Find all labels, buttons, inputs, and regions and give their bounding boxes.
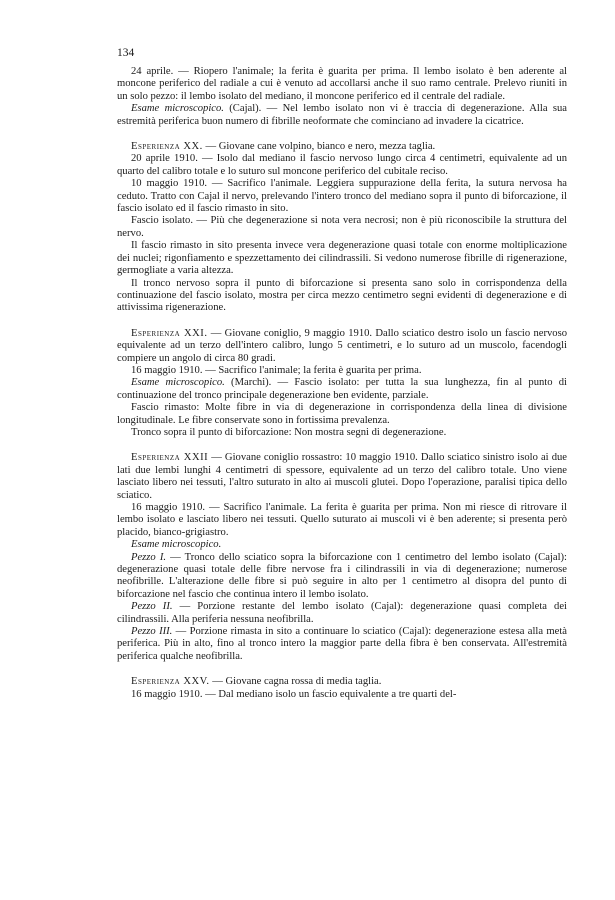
paragraph: [117, 103, 567, 128]
paragraph-text: Fascio isolato. — Più che degenerazione si nota vera necrosi; non è più riconoscibile la struttura del nervo.: [117, 215, 567, 239]
paragraph: [117, 402, 567, 427]
paragraph: [117, 66, 567, 103]
paragraph: [117, 328, 567, 365]
paragraph: [117, 552, 567, 602]
paragraph-text: — Giovane coniglio, 9 maggio 1910. Dallo sciatico destro isolo un fascio nervoso equivalente ad un terzo dell'intero calibro, lungo 5 centimetri, e lo suturo ad un muscolo, facendogli compiere un angolo di circa 80 gradi.: [117, 327, 567, 364]
experiment-heading: Esperienza XX.: [131, 141, 203, 153]
paragraph: [117, 278, 567, 315]
paragraph-text: (Cajal). — Nel lembo isolato non vi è traccia di degenerazione. Alla sua estremità periferica buon numero di fibrille neoformate che cominciano ad invadere la cicatrice.: [117, 103, 567, 127]
paragraph-text: 16 maggio 1910. — Sacrifico l'animale; la ferita è guarita per prima.: [131, 364, 422, 376]
experiment-heading: Esperienza XXV.: [131, 676, 210, 688]
paragraph: [117, 178, 567, 215]
paragraph: [117, 377, 567, 402]
body-text: [117, 66, 567, 701]
paragraph: [117, 215, 567, 240]
paragraph: [117, 601, 567, 626]
italic-text: Pezzo I.: [131, 551, 166, 563]
page-number: 134: [117, 47, 135, 59]
italic-text: Esame microscopico.: [131, 377, 225, 389]
paragraph: [117, 539, 567, 551]
paragraph: [117, 153, 567, 178]
italic-text: Esame microscopico.: [131, 103, 224, 115]
paragraph-text: Fascio rimasto: Molte fibre in via di degenerazione in corrispondenza della linea di divisione longitudinale. Le fibre conservate sono in fortissima prevalenza.: [117, 402, 567, 426]
paragraph: [117, 676, 567, 688]
experiment-heading: Esperienza XXII: [131, 452, 209, 464]
paragraph: [117, 502, 567, 539]
italic-text: Pezzo III.: [131, 626, 173, 638]
paragraph-text: Il fascio rimasto in sito presenta invece vera degenerazione quasi totale con enorme moltiplicazione dei nuclei; rigonfiamento e spezzettamento dei cilindrassili. Si vedono numerose fibrille di rigenerazione, germogliate a varia altezza.: [117, 240, 567, 277]
paragraph-text: — Giovane cagna rossa di media taglia.: [209, 676, 382, 688]
paragraph-text: — Porzione rimasta in sito a continuare lo sciatico (Cajal): degenerazione estesa alla metà periferica. Più in alto, fino al tronco intero la maggior parte della fibra è ben conservata. All'estremità periferica qualche neofibrilla.: [117, 626, 567, 662]
paragraph-text: 16 maggio 1910. — Dal mediano isolo un fascio equivalente a tre quarti del-: [131, 688, 457, 700]
paragraph: [117, 689, 567, 701]
paragraph-text: — Tronco dello sciatico sopra la biforcazione con 1 centimetro del lembo isolato (Cajal): degenerazione quasi totale delle fibre nervose fra i cilindrassili in via di degenerazione; numerose neofibrille. L'alterazione delle fibre si può seguire in alto per 1 centimetro al disopra del punto di biforcazione nel fascio che continua intero il lembo isolato.: [117, 551, 567, 600]
italic-text: Pezzo II.: [131, 601, 173, 613]
paragraph-text: Il tronco nervoso sopra il punto di biforcazione si presenta sano solo in corrispondenza della continuazione del fascio isolato, mostra per circa mezzo centimetro segni evidenti di degenerazione e di attivissima rigenerazione.: [117, 277, 567, 314]
paragraph-text: 24 aprile. — Riopero l'animale; la ferita è guarita per prima. Il lembo isolato è ben aderente al moncone periferico del radiale a cui è venuto ad accollarsi anche il suo ramo centrale. Prelevo riuniti in un solo pezzo: il lembo isolato del mediano, il moncone periferico ed il centrale del radiale.: [117, 66, 567, 102]
paragraph-text: 16 maggio 1910. — Sacrifico l'animale. La ferita è guarita per prima. Non mi riesce di ritrovare il lembo isolato e lasciato libero nei tessuti. Quello suturato ai muscoli vi è ben aderente; si presenta però placido, bianco-grigiastro.: [117, 502, 567, 538]
italic-text: Esame microscopico.: [131, 539, 222, 551]
paragraph-text: — Giovane cane volpino, bianco e nero, mezza taglia.: [202, 141, 436, 153]
paragraph-text: Tronco sopra il punto di biforcazione: Non mostra segni di degenerazione.: [131, 426, 447, 438]
paragraph: [117, 452, 567, 502]
experiment-heading: Esperienza XXI.: [131, 327, 208, 339]
paragraph-text: (Marchi). — Fascio isolato: per tutta la sua lunghezza, fin al punto di continuazione del tronco principale degenerazione ben evidente, parziale.: [117, 377, 567, 401]
paragraph: [117, 365, 567, 377]
paragraph: [117, 141, 567, 153]
paragraph-text: 20 aprile 1910. — Isolo dal mediano il fascio nervoso lungo circa 4 centimetri, equivalente ad un quarto del calibro totale e lo suturo sul moncone periferico del cubitale reciso.: [117, 153, 567, 177]
paragraph: [117, 240, 567, 277]
paragraph: [117, 626, 567, 663]
paragraph-text: — Porzione restante del lembo isolato (Cajal): degenerazione quasi completa dei cilindrassili. Alla periferia nessuna neofibrilla.: [117, 601, 567, 625]
paragraph: [117, 427, 567, 439]
paragraph-text: — Giovane coniglio rossastro: 10 maggio 1910. Dallo sciatico sinistro isolo ai due lati due lembi lunghi 4 centimetri di spessore, equivalente ad un terzo del calibro totale. Uno viene lasciato libero nei tessuti, l'altro suturato in alto ai muscoli glutei. Dopo l'operazione, paralisi tipica dello sciatico.: [117, 452, 568, 501]
paragraph-text: 10 maggio 1910. — Sacrifico l'animale. Leggiera suppurazione della ferita, la sutura nervosa ha ceduto. Tratto con Cajal il nervo, prelevando l'intero tronco del mediano sopra il punto di biforcazione, il fascio isolato ed il fascio rimasto in sito.: [117, 178, 567, 215]
